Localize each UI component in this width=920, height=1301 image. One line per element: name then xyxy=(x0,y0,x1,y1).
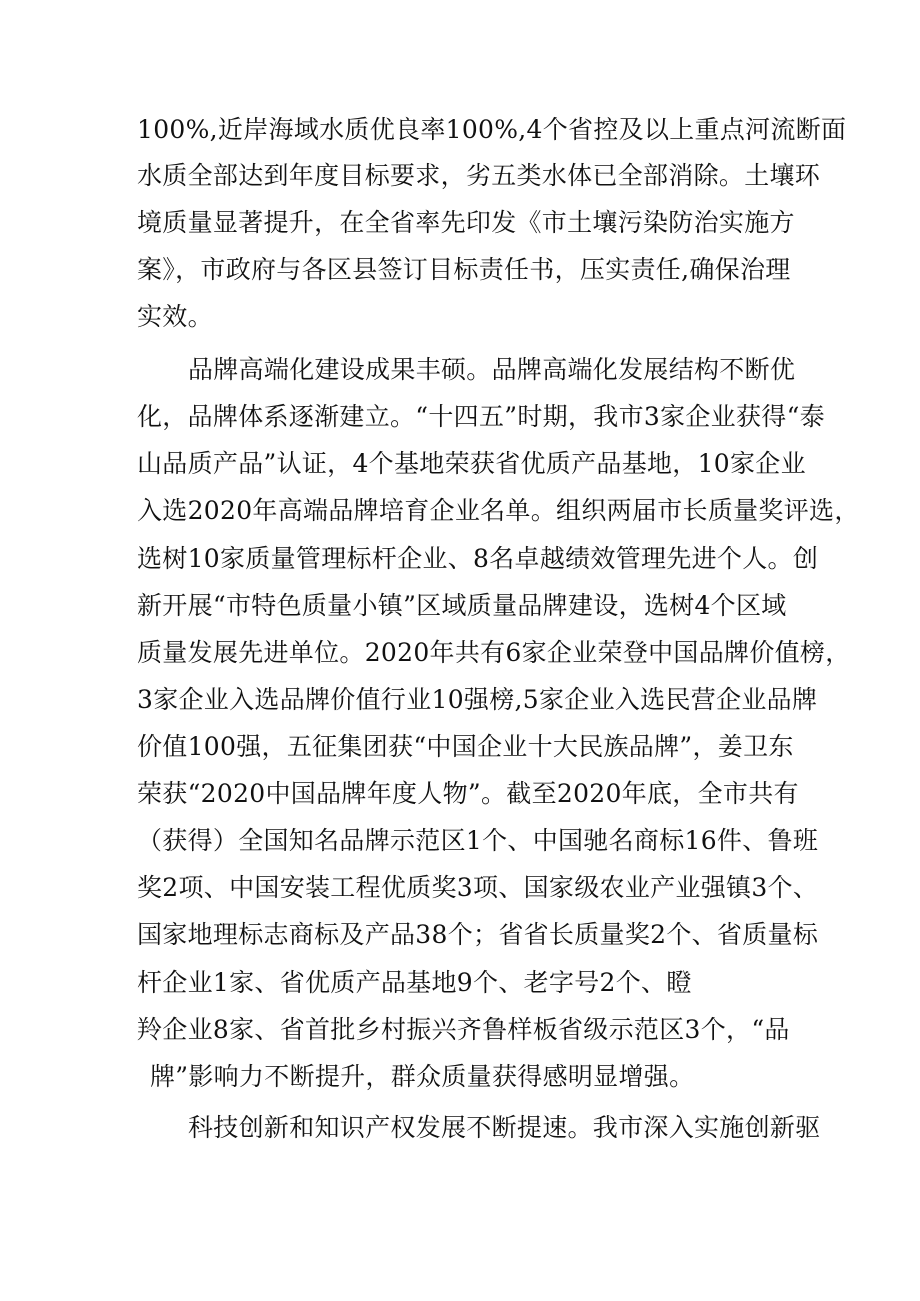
text-line: 新开展“市特色质量小镇”区域质量品牌建设，选树4个区域 xyxy=(137,591,787,620)
text-line: 山品质产品”认证，4个基地荣获省优质产品基地，10家企业 xyxy=(137,449,806,478)
text-line: 3家企业入选品牌价值行业10强榜,5家企业入选民营企业品牌 xyxy=(137,685,818,714)
text-line: 杆企业1家、省优质产品基地9个、老字号2个、瞪 xyxy=(137,968,692,997)
text-line: 境质量显著提升，在全省率先印发《市土壤污染防治实施方 xyxy=(137,208,795,237)
text-line: 水质全部达到年度目标要求，劣五类水体已全部消除。土壤环 xyxy=(137,161,821,190)
text-line: 价值100强，五征集团获“中国企业十大民族品牌”，姜卫东 xyxy=(137,732,794,761)
text-line: 奖2项、中国安装工程优质奖3项、国家级农业产业强镇3个、 xyxy=(137,873,819,902)
text-line: 荣获“2020中国品牌年度人物”。截至2020年底，全市共有 xyxy=(137,779,799,808)
paragraph-first-line: 科技创新和知识产权发展不断提速。我市深入实施创新驱 xyxy=(188,1113,821,1142)
text-line: 羚企业8家、省首批乡村振兴齐鲁样板省级示范区3个，“品 xyxy=(137,1015,790,1044)
text-line: 质量发展先进单位。2020年共有6家企业荣登中国品牌价值榜， xyxy=(137,638,851,667)
text-line: 国家地理标志商标及产品38个；省省长质量奖2个、省质量标 xyxy=(137,920,819,949)
paragraph-first-line: 品牌高端化建设成果丰硕。品牌高端化发展结构不断优 xyxy=(188,355,796,384)
text-line: 实效。 xyxy=(137,302,213,331)
text-line: 化，品牌体系逐渐建立。“十四五”时期，我市3家企业获得“泰 xyxy=(137,402,825,431)
text-line: 100%,近岸海域水质优良率100%,4个省控及以上重点河流断面 xyxy=(137,115,847,144)
text-line: 入选2020年高端品牌培育企业名单。组织两届市长质量奖评选， xyxy=(137,496,860,525)
text-line: 选树10家质量管理标杆企业、8名卓越绩效管理先进个人。创 xyxy=(137,544,819,573)
text-line: （获得）全国知名品牌示范区1个、中国驰名商标16件、鲁班 xyxy=(137,826,819,855)
text-line: 案》，市政府与各区县签订目标责任书，压实责任,确保治理 xyxy=(137,255,791,284)
text-line: 牌”影响力不断提升，群众质量获得感明显增强。 xyxy=(150,1062,695,1091)
